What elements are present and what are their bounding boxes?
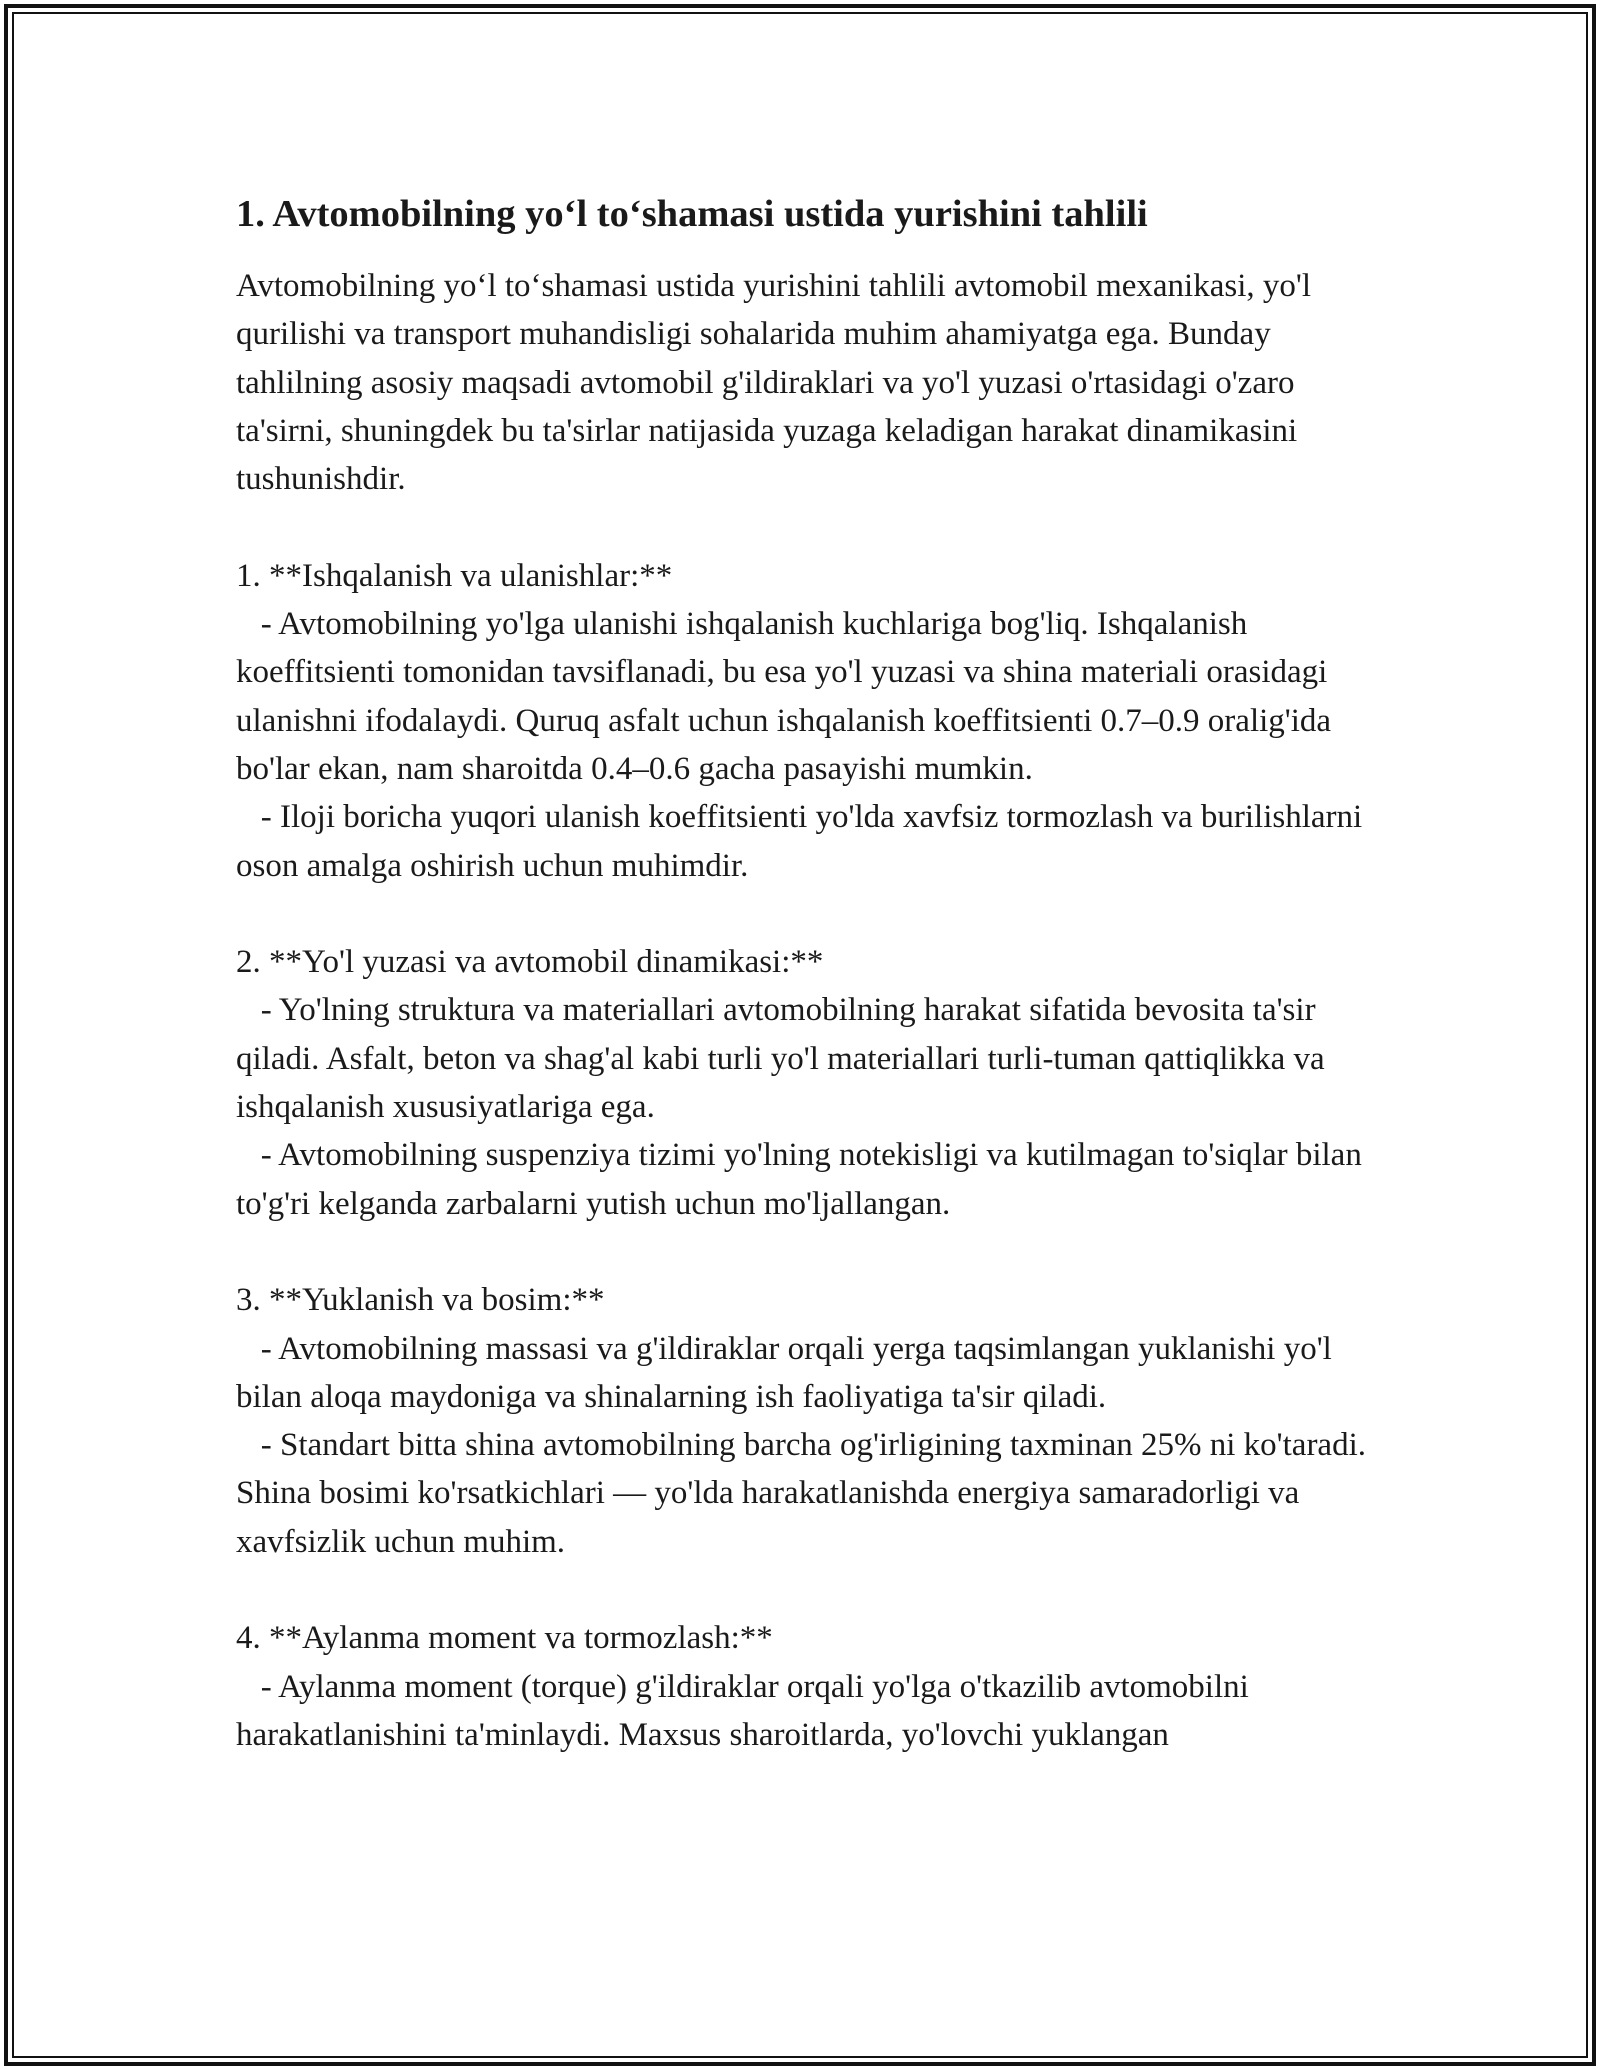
- document-heading: 1. Avtomobilning yo‘l to‘shamasi ustida yurishini tahlili: [236, 193, 1148, 235]
- document-body: Avtomobilning yo‘l to‘shamasi ustida yurishini tahlili avtomobil mexanikasi, yo'l qurilishi va transport muhandisligi sohalarida muhim ahamiyatga ega. Bunday tahlilning asosiy maqsadi avtomobil g'ildiraklari va yo'l yuzasi o'rtasidagi o'zaro ta'sirni, shuningdek bu ta'sirlar natijasida yuzaga keladigan harakat dinamikasini tushunishdir. 1. **Ishqalanish va ulanishlar:** - Avtomobilning yo'lga ulanishi ishqalanish kuchlariga bog'liq. Ishqalanish koeffitsienti tomonidan tavsiflanadi, bu esa yo'l yuzasi va shina materiali orasidagi ulanishni ifodalaydi. Quruq asfalt uchun ishqalanish koeffitsienti 0.7–0.9 oralig'ida bo'lar ekan, nam sharoitda 0.4–0.6 gacha pasayishi mumkin. - Iloji boricha yuqori ulanish koeffitsienti yo'lda xavfsiz tormozlash va burilishlarni oson amalga oshirish uchun muhimdir. 2. **Yo'l yuzasi va avtomobil dinamikasi:** - Yo'lning struktura va materiallari avtomobilning harakat sifatida bevosita ta'sir qiladi. Asfalt, beton va shag'al kabi turli yo'l materiallari turli-tuman qattiqlikka va ishqalanish xususiyatlariga ega. - Avtomobilning suspenziya tizimi yo'lning notekisligi va kutilmagan to'siqlar bilan to'g'ri kelganda zarbalarni yutish uchun mo'ljallangan. 3. **Yuklanish va bosim:** - Avtomobilning massasi va g'ildiraklar orqali yerga taqsimlangan yuklanishi yo'l bilan aloqa maydoniga va shinalarning ish faoliyatiga ta'sir qiladi. - Standart bitta shina avtomobilning barcha og'irligining taxminan 25% ni ko'taradi. Shina bosimi ko'rsatkichlari — yo'lda harakatlanishda energiya samaradorligi va xavfsizlik uchun muhim. 4. **Aylanma moment va tormozlash:** - Aylanma moment (torque) g'ildiraklar orqali yo'lga o'tkazilib avtomobilni harakatlanishini ta'minlaydi. Maxsus sharoitlarda, yo'lovchi yuklangan: [236, 268, 1366, 1753]
- document-content: [236, 186, 1386, 1759]
